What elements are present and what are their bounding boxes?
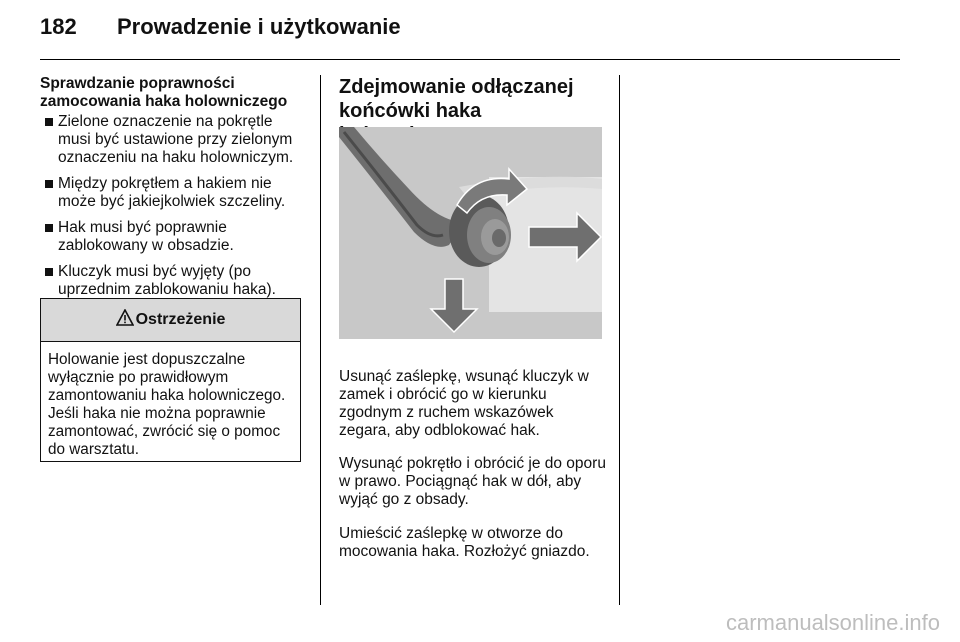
- instructions-text: [339, 352, 607, 576]
- tow-hook-illustration: [339, 127, 602, 339]
- bullet-square-icon: [45, 180, 53, 188]
- list-item: Kluczyk musi być wyjęty (po uprzednim zablokowaniu haka).: [40, 263, 302, 299]
- bullet-square-icon: [45, 224, 53, 232]
- column-divider-right: [619, 75, 620, 605]
- bullet-square-icon: [45, 118, 53, 126]
- warning-text: Holowanie jest dopuszczalne wyłącznie po prawidłowym zamontowaniu haka holowniczego. Jeśli haka nie można poprawnie zamontować, zwrócić się o pomoc do warsztatu.: [48, 351, 286, 458]
- column-divider-left: [320, 75, 321, 605]
- bullet-square-icon: [45, 268, 53, 276]
- warning-title: Ostrzeżenie: [135, 311, 226, 328]
- page-header: [0, 0, 960, 62]
- list-item: Hak musi być poprawnie zablokowany w obsadzie.: [40, 219, 302, 255]
- page-number: 182: [40, 14, 77, 39]
- section-subheading: Sprawdzanie poprawności zamocowania haka holowniczego: [40, 75, 288, 110]
- list-item: Zielone oznaczenie na pokrętle musi być ustawione przy zielonym oznaczeniu na haku holowniczym.: [40, 113, 302, 167]
- warning-header: [41, 299, 300, 342]
- instruction-paragraph: Usunąć zaślepkę, wsunąć kluczyk w zamek i obrócić go w kierunku zgodnym z ruchem wskazówek zegara, aby odblokować hak.: [339, 367, 589, 439]
- page-title: Prowadzenie i użytkowanie: [117, 14, 401, 39]
- left-column: [40, 75, 302, 307]
- instruction-paragraph: Umieścić zaślepkę w otworze do mocowania haka. Rozłożyć gniazdo.: [339, 524, 590, 560]
- warning-triangle-icon: [116, 309, 134, 331]
- header-rule: [40, 59, 900, 60]
- instruction-paragraph: Wysunąć pokrętło i obrócić je do oporu w prawo. Pociągnąć hak w dół, aby wyjąć go z obsady.: [339, 455, 606, 508]
- watermark: carmanualsonline.info: [725, 610, 940, 635]
- check-list: [40, 113, 302, 299]
- warning-box: [40, 298, 301, 462]
- section-title: Zdejmowanie odłączanej końcówki haka: [339, 76, 574, 122]
- list-item: Między pokrętłem a hakiem nie może być jakiejkolwiek szczeliny.: [40, 175, 302, 211]
